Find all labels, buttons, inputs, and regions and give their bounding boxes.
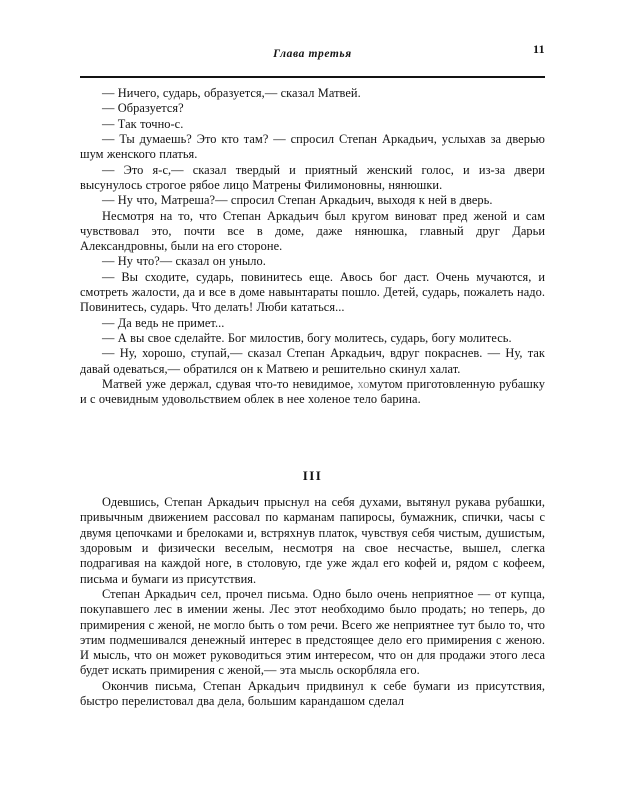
- paragraph: Несмотря на то, что Степан Аркадьич был кругом виноват пред женой и сам чувствовал это, почти все в доме, даже нянюшка, главный друг Дарьи Александровны, были на его стороне.: [80, 208, 545, 254]
- paragraph: — Да ведь не примет...: [102, 315, 225, 330]
- paragraph-with-ink-artifact: [80, 377, 545, 408]
- paragraph: — Ну что?— сказал он уныло.: [102, 254, 266, 269]
- paragraph: — Ну что, Матреша?— спросил Степан Аркадьич, выходя к ней в дверь.: [102, 193, 493, 208]
- paragraph: Окончив письма, Степан Аркадьич придвинул к себе бумаги из присутствия, быстро перелистовал два дела, большим карандашом сделал: [80, 678, 545, 709]
- page-number: 11: [533, 42, 545, 56]
- paragraph: Одевшись, Степан Аркадьич прыснул на себя духами, вытянул рукава рубашки, привычным движением рассовал по карманам папиросы, бумажник, спички, часы с двумя цепочками и брелоками и, встряхнув платок, чувствуя себя чистым, душистым, здоровым и физически веселым, несмотря на свое несчастье, вышел, слегка подрагивая на каждой ноге, в столовую, где уже ждал его кофей и, рядом с кофеем, письма и бумаги из присутствия.: [80, 495, 545, 586]
- header-rule: [80, 76, 545, 78]
- paragraph: — Вы сходите, сударь, повинитесь еще. Авось бог даст. Очень мучаются, и смотреть жалости, да и все в доме навынтараты пошло. Детей, сударь, пожалеть надо. Повинитесь, сударь. Что делать! Люби кататься...: [80, 269, 545, 315]
- body-text-after-section: [80, 495, 545, 709]
- paragraph-lead: Матвей уже держал, сдувая что-то невидимое,: [102, 376, 358, 391]
- paragraph: — Образуется?: [102, 101, 184, 116]
- section-number: III: [302, 468, 323, 483]
- paragraph: — Это я-с,— сказал твердый и приятный женский голос, и из-за двери высунулось строгое рябое лицо Матрены Филимоновны, нянюшки.: [80, 162, 545, 192]
- body-text-before-section: [80, 86, 545, 408]
- running-head-title: Глава третья: [273, 48, 352, 60]
- paragraph-tail: мутом приготовленную рубашку и с очевидным удовольствием облек в нее холеное тело барина.: [80, 376, 545, 407]
- paragraph: Степан Аркадьич сел, прочел письма. Одно было очень неприятное — от купца, покупавшего лес в имении жены. Лес этот необходимо было продать; но теперь, до примирения с женой, не могло быть о том речи. Всего же неприятнее тут было то, что этим подмешивался денежный интерес в предстоящее дело его примирения с женою. И мысль, что он может руководиться этим интересом, что он для продажи этого леса будет искать примирения с женой,— эта мысль оскорбляла его.: [80, 586, 545, 678]
- paragraph: — Так точно-с.: [102, 116, 184, 131]
- paragraph: — Ну, хорошо, ступай,— сказал Степан Аркадьич, вдруг покраснев. — Ну, так давай одеваться,— обратился он к Матвею и решительно скинул халат.: [80, 346, 545, 376]
- paragraph: — А вы свое сделайте. Бог милостив, богу молитесь, сударь, богу молитесь.: [102, 331, 512, 345]
- paragraph: — Ты думаешь? Это кто там? — спросил Степан Аркадьич, услыхав за дверью шум женского платья.: [80, 131, 545, 162]
- faded-glyphs: хо: [357, 376, 370, 391]
- running-head: [80, 42, 545, 70]
- paragraph: — Ничего, сударь, образуется,— сказал Матвей.: [102, 86, 361, 100]
